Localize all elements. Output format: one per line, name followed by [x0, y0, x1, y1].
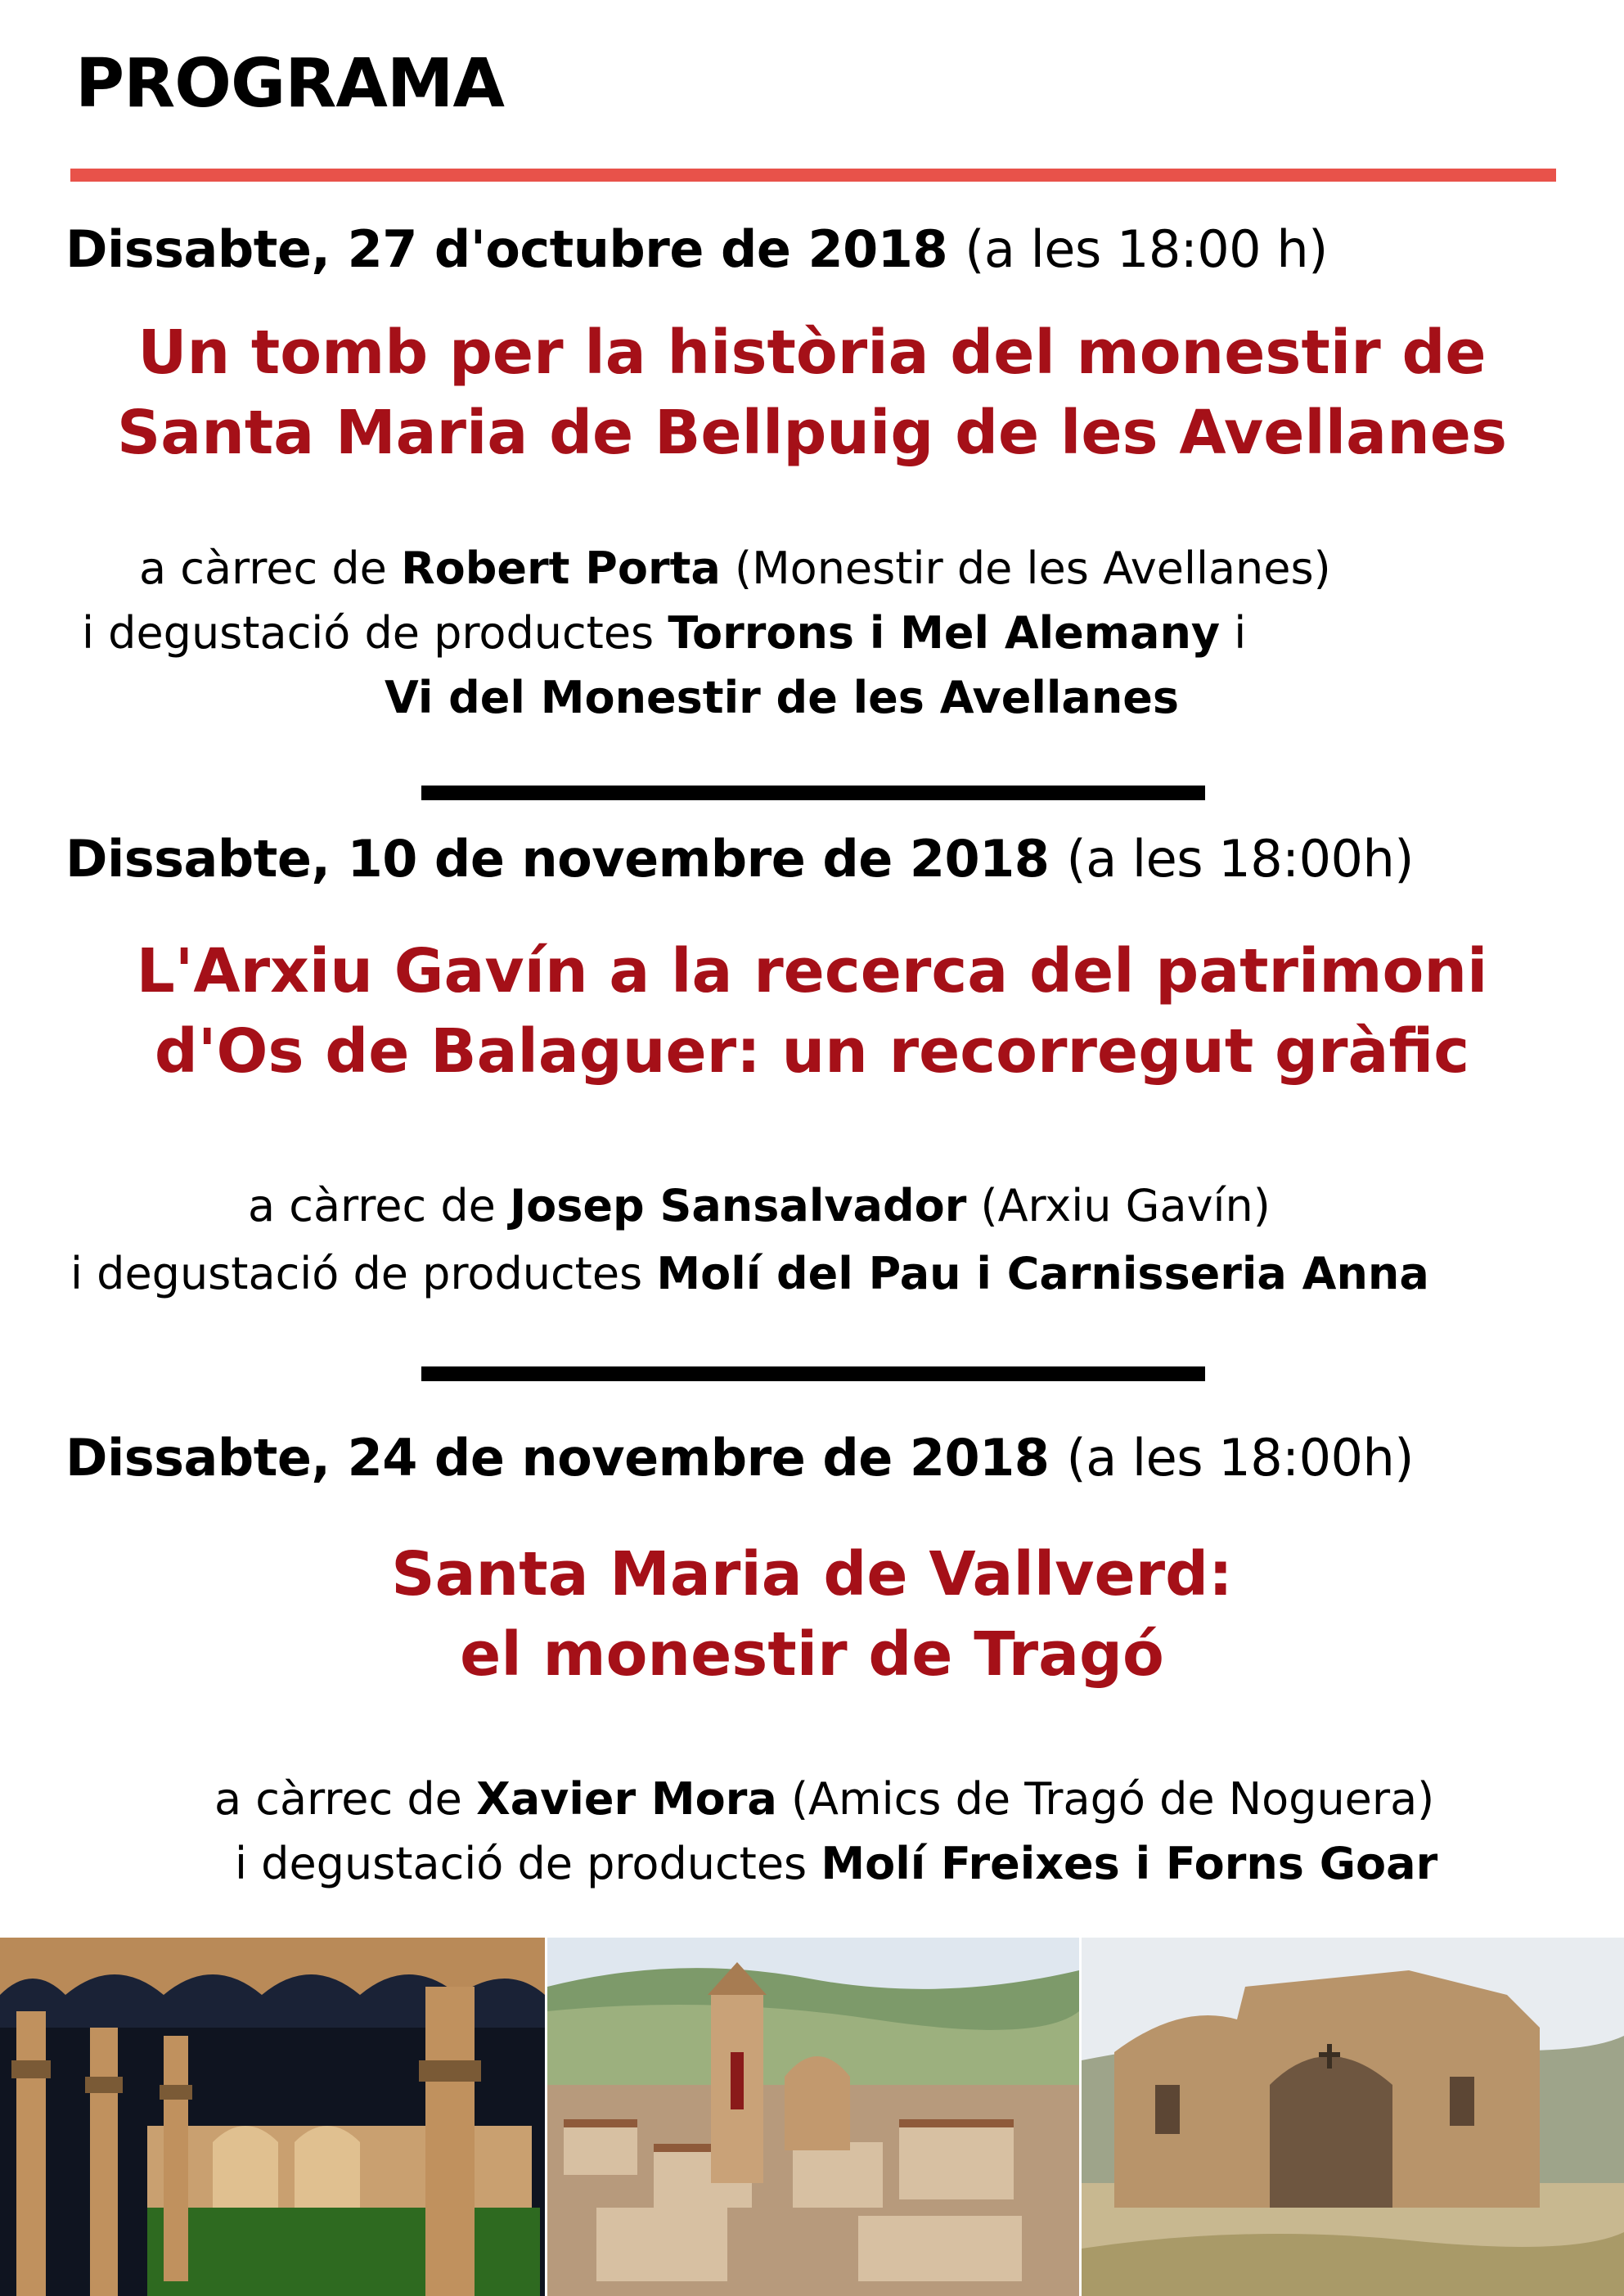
event-2-products: Molí del Pau i Carnisseria Anna — [656, 1248, 1429, 1299]
event-1-time: (a les 18:00 h) — [965, 219, 1328, 279]
event-1-products-suffix: i — [1234, 607, 1247, 659]
event-2-time: (a les 18:00h) — [1066, 829, 1414, 889]
event-2-tasting-line — [70, 1236, 1429, 1312]
event-2-speaker: Josep Sansalvador — [510, 1180, 967, 1231]
ruined-monastery-photo — [1082, 1938, 1624, 2296]
event-3-tasting-line — [235, 1826, 1437, 1902]
event-1-speaker: Robert Porta — [401, 542, 721, 594]
event-2-title — [0, 931, 1624, 1092]
by-prefix: a càrrec de — [248, 1180, 496, 1231]
by-prefix: a càrrec de — [214, 1773, 462, 1825]
page-title: PROGRAMA — [75, 45, 504, 123]
event-1-products-2: Vi del Monestir de les Avellanes — [385, 672, 1180, 723]
village-photo — [547, 1938, 1079, 2296]
tasting-prefix: i degustació de productes — [82, 607, 655, 659]
event-1-title — [0, 313, 1624, 473]
event-2-date-text: Dissabte, 10 de novembre de 2018 — [65, 829, 1050, 889]
event-1-date-text: Dissabte, 27 d'octubre de 2018 — [65, 219, 948, 279]
event-3-title — [0, 1534, 1624, 1695]
event-3-time: (a les 18:00h) — [1066, 1428, 1414, 1488]
event-divider-1 — [421, 786, 1205, 800]
event-1-products-line-2 — [385, 660, 1179, 736]
event-2-speaker-line — [248, 1168, 1271, 1245]
header-divider — [70, 169, 1556, 182]
event-3-affiliation: (Amics de Tragó de Noguera) — [790, 1773, 1435, 1825]
event-2-affiliation: (Arxiu Gavín) — [980, 1180, 1271, 1231]
event-1-title-line-1: Un tomb per la història del monestir de — [137, 317, 1487, 388]
event-3-date-text: Dissabte, 24 de novembre de 2018 — [65, 1428, 1050, 1488]
tasting-prefix: i degustació de productes — [235, 1838, 808, 1889]
event-3-title-line-1: Santa Maria de Vallverd: — [391, 1539, 1233, 1609]
event-3-products: Molí Freixes i Forns Goar — [821, 1838, 1438, 1889]
event-3-date — [65, 1428, 1414, 1488]
event-2-title-line-2: d'Os de Balaguer: un recorregut gràfic — [154, 1016, 1470, 1087]
event-1-products: Torrons i Mel Alemany — [668, 607, 1221, 659]
by-prefix: a càrrec de — [139, 542, 387, 594]
event-2-title-line-1: L'Arxiu Gavín a la recerca del patrimoni — [136, 936, 1488, 1006]
event-3-title-line-2: el monestir de Tragó — [460, 1619, 1164, 1690]
event-1-affiliation: (Monestir de les Avellanes) — [735, 542, 1331, 594]
cloister-photo — [0, 1938, 545, 2296]
tasting-prefix: i degustació de productes — [70, 1248, 643, 1299]
event-2-date — [65, 829, 1414, 889]
event-3-speaker: Xavier Mora — [476, 1773, 777, 1825]
event-1-date — [65, 219, 1328, 279]
event-divider-2 — [421, 1366, 1205, 1381]
event-1-title-line-2: Santa Maria de Bellpuig de les Avellanes — [116, 398, 1508, 468]
